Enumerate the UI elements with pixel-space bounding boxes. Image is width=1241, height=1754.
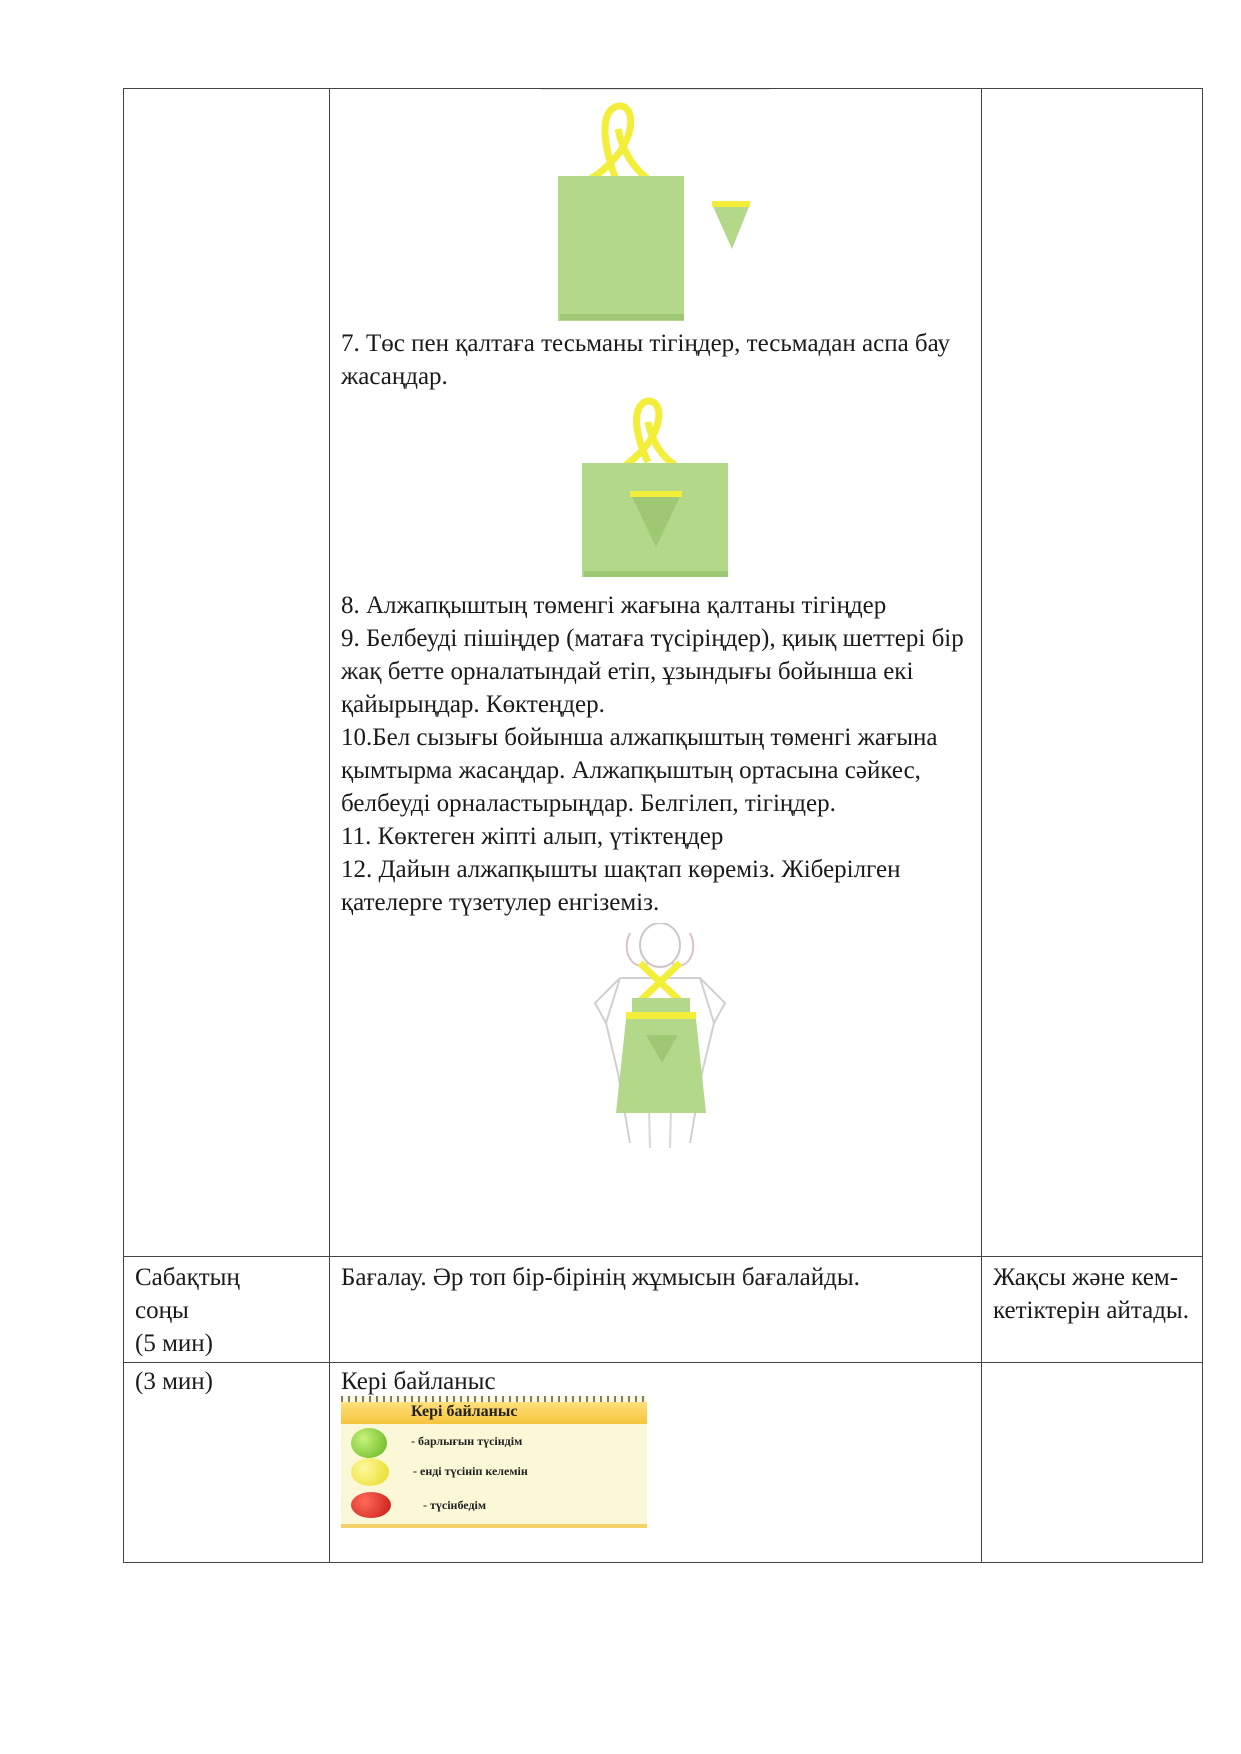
feedback-cell <box>330 1363 982 1563</box>
result-text: Жақсы және кем-кетіктерін айтады. <box>993 1264 1189 1324</box>
step-9-text: 9. Белбеуді пішіңдер (матаға түсіріңдер), қиық шеттері бір жақ бетте орналатындай етіп, ұзындығы бойынша екі қайырыңдар. Көктеңдер. <box>341 625 964 718</box>
stage-label: Сабақтың соңы <box>135 1264 240 1324</box>
feedback-card <box>341 1396 647 1528</box>
card-header-text: Кері байланыс <box>411 1403 518 1420</box>
step-8-text: 8. Алжапқыштың төменгі жағына қалтаны тігіңдер <box>341 592 887 619</box>
feedback-item <box>351 1492 641 1522</box>
feedback-item-label: - түсінбедім <box>423 1498 487 1512</box>
lesson-table <box>123 88 1203 1563</box>
table-row <box>124 1363 1203 1563</box>
yellow-apple-icon <box>351 1458 389 1486</box>
stage-cell <box>124 89 330 1257</box>
apron-bib-shape <box>558 176 684 321</box>
apron-bib-figure <box>330 89 982 321</box>
stage-time: (5 мин) <box>135 1330 213 1357</box>
activity-cell <box>330 1257 982 1363</box>
feedback-item <box>351 1458 641 1488</box>
feedback-item-label: - барлығын түсіндім <box>411 1434 523 1448</box>
feedback-item-label: - енді түсініп келемін <box>413 1464 528 1478</box>
green-apple-icon <box>351 1428 387 1458</box>
result-cell <box>982 1363 1203 1563</box>
red-apple-icon <box>351 1492 391 1518</box>
stage-cell <box>124 1363 330 1563</box>
assessment-text: Бағалау. Әр топ бір-бірінің жұмысын бағалайды. <box>341 1264 860 1291</box>
step-10-text: 10.Бел сызығы бойынша алжапқыштың төменгі жағына қымтырма жасаңдар. Алжапқыштың ортасына сәйкес, белбеуді орналастырыңдар. Белгілеп, тігіңдер. <box>341 724 938 817</box>
apron-fitting-figure <box>330 923 982 1153</box>
table-row <box>124 1257 1203 1363</box>
step-7-text: 7. Төс пен қалтаға тесьманы тігіңдер, тесьмадан аспа бау жасаңдар. <box>341 330 950 390</box>
stage-cell <box>124 1257 330 1363</box>
result-cell <box>982 1257 1203 1363</box>
card-header <box>341 1402 647 1424</box>
step-12-text: 12. Дайын алжапқышты шақтап көреміз. Жіберілген қателерге түзетулер енгіземіз. <box>341 856 901 916</box>
feedback-time: (3 мин) <box>135 1368 213 1395</box>
feedback-item <box>351 1428 641 1458</box>
content-cell <box>330 89 982 1257</box>
result-cell <box>982 89 1203 1257</box>
pocket-shape <box>712 204 750 249</box>
table-row <box>124 89 1203 1257</box>
step-11-text: 11. Көктеген жіпті алып, үтіктеңдер <box>341 823 724 850</box>
feedback-title: Кері байланыс <box>341 1368 496 1395</box>
apron-with-pocket-figure <box>330 397 982 587</box>
